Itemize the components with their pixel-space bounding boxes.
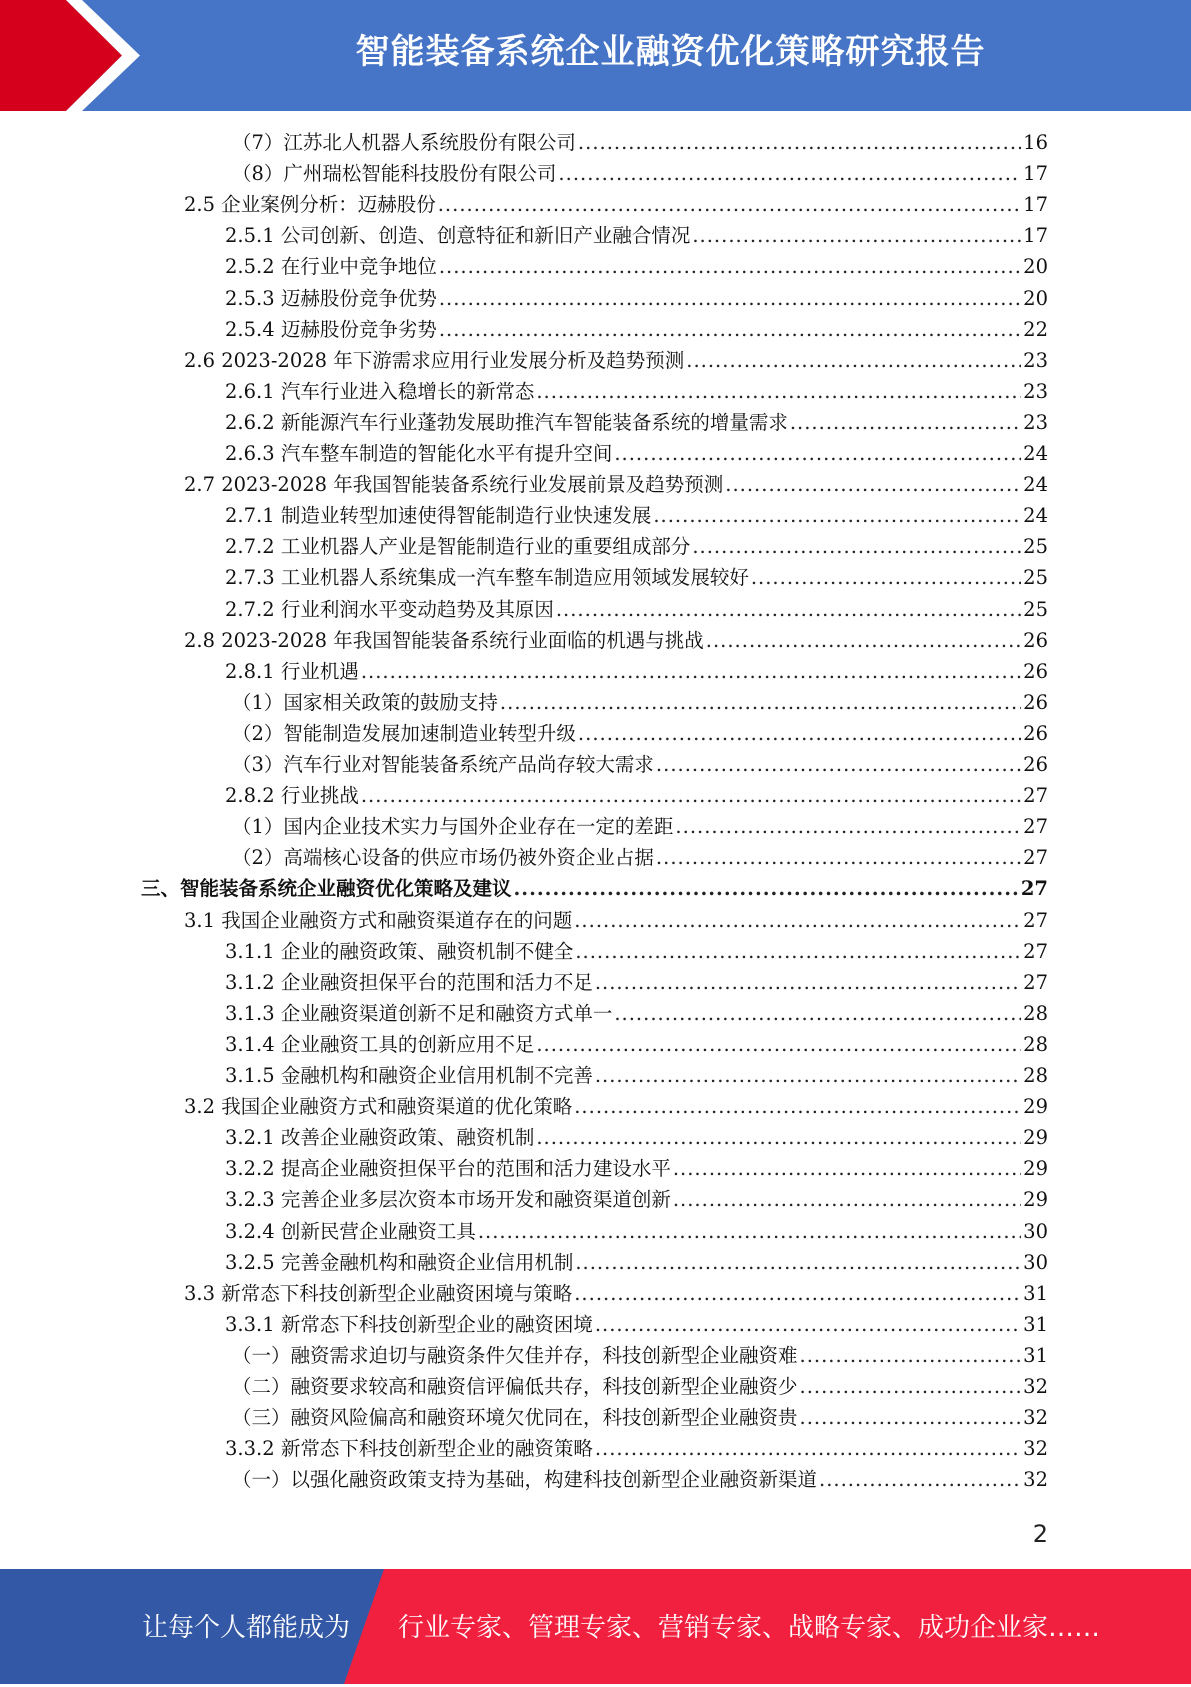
toc-entry[interactable] [225, 500, 1048, 531]
toc-entry-label: 2.5 企业案例分析：迈赫股份 [184, 193, 436, 217]
toc-entry-label: 2.6 2023-2028 年下游需求应用行业发展分析及趋势预测 [184, 348, 685, 372]
toc-entry[interactable] [184, 189, 1048, 220]
toc-dot-leader [800, 1340, 1022, 1371]
toc-entry-label: 3.2.5 完善金融机构和融资企业信用机制 [225, 1250, 574, 1274]
toc-dot-leader [675, 811, 1021, 842]
header-arrow-decoration [0, 0, 150, 111]
toc-entry-page: 24 [1023, 504, 1048, 528]
toc-entry[interactable] [232, 687, 1048, 718]
toc-entry[interactable] [225, 1433, 1048, 1464]
toc-entry-label: 2.7.1 制造业转型加速使得智能制造行业快速发展 [225, 504, 652, 528]
toc-entry-label: 3.1.2 企业融资担保平台的范围和活力不足 [225, 970, 593, 994]
toc-dot-leader [575, 1247, 1021, 1278]
toc-entry-label: 3.3.2 新常态下科技创新型企业的融资策略 [225, 1437, 593, 1461]
toc-entry-page: 32 [1023, 1406, 1048, 1430]
toc-dot-leader [751, 562, 1021, 593]
toc-entry-label: 3.2.3 完善企业多层次资本市场开发和融资渠道创新 [225, 1188, 671, 1212]
toc-entry-page: 26 [1023, 753, 1048, 776]
footer-banner [0, 1569, 1191, 1684]
toc-dot-leader [692, 531, 1021, 562]
toc-entry[interactable] [225, 1184, 1048, 1215]
toc-entry-page: 32 [1023, 1437, 1048, 1461]
toc-entry[interactable] [232, 1464, 1048, 1495]
toc-entry-label: 3.1.4 企业融资工具的创新应用不足 [225, 1032, 535, 1056]
toc-entry[interactable] [184, 905, 1048, 936]
toc-dot-leader [595, 1309, 1021, 1340]
toc-entry-label: 2.7.2 工业机器人产业是智能制造行业的重要组成部分 [225, 535, 691, 559]
toc-entry-page: 29 [1023, 1157, 1048, 1181]
toc-dot-leader [536, 1122, 1021, 1153]
toc-entry-page: 29 [1023, 1126, 1048, 1150]
toc-entry-label: 3.1.1 企业的融资政策、融资机制不健全 [225, 939, 574, 963]
toc-entry-page: 26 [1023, 721, 1048, 745]
toc-dot-leader [439, 251, 1021, 282]
toc-entry[interactable] [184, 345, 1048, 376]
toc-entry[interactable] [225, 283, 1048, 314]
toc-entry-label: 3.1.3 企业融资渠道创新不足和融资方式单一 [225, 1001, 613, 1025]
toc-dot-leader [656, 842, 1021, 873]
toc-dot-leader [725, 469, 1021, 500]
toc-entry[interactable] [225, 1029, 1048, 1060]
toc-entry[interactable] [225, 1122, 1048, 1153]
toc-entry-label: 2.6.2 新能源汽车行业蓬勃发展助推汽车智能装备系统的增量需求 [225, 410, 788, 434]
toc-entry[interactable] [232, 811, 1048, 842]
toc-entry[interactable] [232, 718, 1048, 749]
toc-entry-label: 3.3.1 新常态下科技创新型企业的融资困境 [225, 1312, 593, 1336]
footer-slogan-right: 行业专家、管理专家、营销专家、战略专家、成功企业家…… [398, 1613, 1101, 1643]
toc-entry[interactable] [225, 1216, 1048, 1247]
toc-entry-label: 2.6.3 汽车整车制造的智能化水平有提升空间 [225, 442, 613, 465]
toc-entry[interactable] [225, 1247, 1048, 1278]
toc-entry-label: 2.5.2 在行业中竞争地位 [225, 255, 437, 279]
toc-entry-label: 3.1.5 金融机构和融资企业信用机制不完善 [225, 1064, 593, 1087]
toc-entry[interactable] [225, 531, 1048, 562]
toc-entry-page: 28 [1023, 1032, 1048, 1056]
toc-entry[interactable] [225, 1309, 1048, 1340]
toc-entry-page: 17 [1023, 162, 1048, 186]
toc-entry-label: 2.8 2023-2028 年我国智能装备系统行业面临的机遇与挑战 [184, 628, 704, 652]
toc-entry-label: （2）高端核心设备的供应市场仍被外资企业占据 [232, 846, 654, 870]
toc-entry[interactable] [232, 1371, 1048, 1402]
toc-entry-page: 25 [1023, 566, 1048, 590]
toc-entry[interactable] [225, 998, 1048, 1029]
footer-slogan-left: 让每个人都能成为 [142, 1613, 351, 1643]
toc-entry-label: 3.2 我国企业融资方式和融资渠道的优化策略 [184, 1095, 573, 1119]
toc-entry-page: 25 [1023, 535, 1048, 559]
toc-entry-page: 31 [1023, 1281, 1048, 1305]
toc-dot-leader [478, 1216, 1021, 1247]
toc-entry-label: （7）江苏北人机器人系统股份有限公司 [232, 131, 576, 154]
toc-entry[interactable] [232, 127, 1048, 158]
toc-dot-leader [536, 1029, 1021, 1060]
toc-dot-leader [558, 158, 1021, 189]
toc-entry[interactable] [232, 749, 1048, 780]
toc-entry[interactable] [225, 251, 1048, 282]
toc-dot-leader [578, 127, 1021, 158]
toc-entry-page: 29 [1023, 1188, 1048, 1212]
toc-entry-label: 3.2.2 提高企业融资担保平台的范围和活力建设水平 [225, 1157, 671, 1181]
toc-dot-leader [614, 998, 1021, 1029]
toc-dot-leader [800, 1371, 1022, 1402]
toc-dot-leader [439, 283, 1021, 314]
toc-dot-leader [706, 625, 1021, 656]
toc-dot-leader [595, 1060, 1021, 1091]
toc-entry-label: （一）融资需求迫切与融资条件欠佳并存，科技创新型企业融资难 [232, 1343, 798, 1367]
toc-entry-page: 30 [1023, 1219, 1048, 1243]
toc-entry-label: 2.8.1 行业机遇 [225, 659, 359, 683]
toc-dot-leader [673, 1184, 1021, 1215]
toc-entry-label: （1）国内企业技术实力与国外企业存在一定的差距 [232, 815, 674, 839]
toc-dot-leader [800, 1402, 1022, 1433]
toc-dot-leader [361, 656, 1021, 687]
toc-dot-leader [595, 1433, 1021, 1464]
toc-entry-page: 28 [1023, 1001, 1048, 1025]
toc-entry-page: 27 [1023, 970, 1048, 994]
toc-dot-leader [656, 749, 1021, 780]
toc-entry-label: （二）融资要求较高和融资信评偏低共存，科技创新型企业融资少 [232, 1375, 798, 1398]
toc-entry[interactable] [225, 936, 1048, 967]
toc-dot-leader [514, 873, 1019, 904]
toc-entry-label: （一）以强化融资政策支持为基础，构建科技创新型企业融资新渠道 [232, 1468, 818, 1492]
report-header [0, 0, 1191, 111]
toc-entry-page: 16 [1023, 131, 1048, 154]
toc-entry-label: （三）融资风险偏高和融资环境欠优同在，科技创新型企业融资贵 [232, 1406, 798, 1430]
toc-entry-page: 20 [1023, 286, 1048, 310]
toc-entry[interactable] [225, 220, 1048, 251]
toc-dot-leader [361, 780, 1021, 811]
toc-entry-page: 27 [1020, 877, 1048, 901]
toc-entry-label: 3.3 新常态下科技创新型企业融资困境与策略 [184, 1281, 573, 1305]
toc-entry-page: 32 [1023, 1375, 1048, 1398]
toc-entry-page: 27 [1023, 784, 1048, 808]
toc-entry-label: （8）广州瑞松智能科技股份有限公司 [232, 162, 557, 186]
toc-entry-label: 2.7.2 行业利润水平变动趋势及其原因 [225, 597, 554, 621]
toc-entry-page: 22 [1023, 317, 1048, 341]
toc-entry[interactable] [225, 656, 1048, 687]
toc-dot-leader [500, 687, 1021, 718]
toc-entry-label: 2.6.1 汽车行业进入稳增长的新常态 [225, 379, 535, 403]
toc-dot-leader [574, 1091, 1021, 1122]
toc-dot-leader [653, 500, 1021, 531]
toc-entry-page: 24 [1023, 473, 1048, 497]
toc-dot-leader [556, 594, 1021, 625]
toc-entry-page: 17 [1023, 193, 1048, 217]
toc-entry[interactable] [225, 780, 1048, 811]
toc-dot-leader [790, 407, 1021, 438]
toc-entry-label: （1）国家相关政策的鼓励支持 [232, 690, 498, 714]
toc-entry-page: 32 [1023, 1468, 1048, 1492]
toc-entry[interactable] [225, 1153, 1048, 1184]
report-title: 智能装备系统企业融资优化策略研究报告 [355, 32, 986, 72]
page-number: 2 [1032, 1520, 1048, 1548]
toc-entry-label: 3.2.4 创新民营企业融资工具 [225, 1219, 476, 1243]
toc-entry[interactable] [225, 562, 1048, 593]
toc-entry-page: 26 [1023, 628, 1048, 652]
toc-entry[interactable] [225, 594, 1048, 625]
toc-entry[interactable] [184, 625, 1048, 656]
toc-dot-leader [575, 936, 1021, 967]
toc-entry[interactable] [225, 376, 1048, 407]
toc-dot-leader [614, 438, 1021, 469]
toc-entry-label: 2.7.3 工业机器人系统集成一汽车整车制造应用领域发展较好 [225, 566, 749, 590]
toc-entry[interactable] [225, 407, 1048, 438]
toc-entry-page: 23 [1023, 410, 1048, 434]
toc-entry-label: 3.2.1 改善企业融资政策、融资机制 [225, 1126, 535, 1150]
toc-entry-label: 2.8.2 行业挑战 [225, 784, 359, 808]
toc-entry-label: 2.5.4 迈赫股份竞争劣势 [225, 317, 437, 341]
toc-entry[interactable] [225, 1060, 1048, 1091]
toc-dot-leader [692, 220, 1021, 251]
toc-entry-label: 3.1 我国企业融资方式和融资渠道存在的问题 [184, 908, 573, 932]
toc-entry-page: 27 [1023, 939, 1048, 963]
toc-entry-page: 20 [1023, 255, 1048, 279]
toc-entry[interactable] [232, 158, 1048, 189]
toc-dot-leader [686, 345, 1021, 376]
toc-dot-leader [574, 905, 1021, 936]
toc-entry[interactable] [232, 1402, 1048, 1433]
toc-dot-leader [578, 718, 1021, 749]
toc-entry-label: （3）汽车行业对智能装备系统产品尚存较大需求 [232, 753, 654, 776]
toc-entry[interactable] [232, 842, 1048, 873]
toc-entry-page: 31 [1023, 1312, 1048, 1336]
toc-entry-page: 27 [1023, 908, 1048, 932]
toc-entry[interactable] [225, 314, 1048, 345]
toc-entry-label: 2.5.3 迈赫股份竞争优势 [225, 286, 437, 310]
toc-entry-label: 三、智能装备系统企业融资优化策略及建议 [141, 877, 512, 901]
toc-entry[interactable] [184, 469, 1048, 500]
toc-entry[interactable] [184, 1091, 1048, 1122]
toc-entry-page: 26 [1023, 659, 1048, 683]
toc-entry-page: 31 [1023, 1343, 1048, 1367]
toc-dot-leader [819, 1464, 1021, 1495]
toc-entry-page: 29 [1023, 1095, 1048, 1119]
toc-entry-page: 23 [1023, 348, 1048, 372]
toc-entry-page: 27 [1023, 815, 1048, 839]
toc-dot-leader [595, 967, 1021, 998]
toc-entry-label: 2.7 2023-2028 年我国智能装备系统行业发展前景及趋势预测 [184, 473, 724, 497]
toc-entry-page: 25 [1023, 597, 1048, 621]
toc-dot-leader [438, 189, 1021, 220]
toc-dot-leader [574, 1278, 1021, 1309]
toc-entry-label: 2.5.1 公司创新、创造、创意特征和新旧产业融合情况 [225, 224, 691, 248]
toc-entry-page: 17 [1023, 224, 1048, 248]
toc-entry-page: 27 [1023, 846, 1048, 870]
toc-entry[interactable] [225, 438, 1048, 469]
toc-entry-label: （2）智能制造发展加速制造业转型升级 [232, 721, 576, 745]
toc-entry[interactable] [141, 873, 1048, 904]
toc-dot-leader [439, 314, 1021, 345]
toc-entry-page: 30 [1023, 1250, 1048, 1274]
toc-entry[interactable] [232, 1340, 1048, 1371]
toc-entry-page: 26 [1023, 690, 1048, 714]
toc-entry-page: 23 [1023, 379, 1048, 403]
toc-dot-leader [536, 376, 1021, 407]
toc-entry-page: 28 [1023, 1064, 1048, 1087]
toc-entry-page: 24 [1023, 442, 1048, 465]
toc-entry[interactable] [184, 1278, 1048, 1309]
toc-dot-leader [673, 1153, 1021, 1184]
toc-entry[interactable] [225, 967, 1048, 998]
